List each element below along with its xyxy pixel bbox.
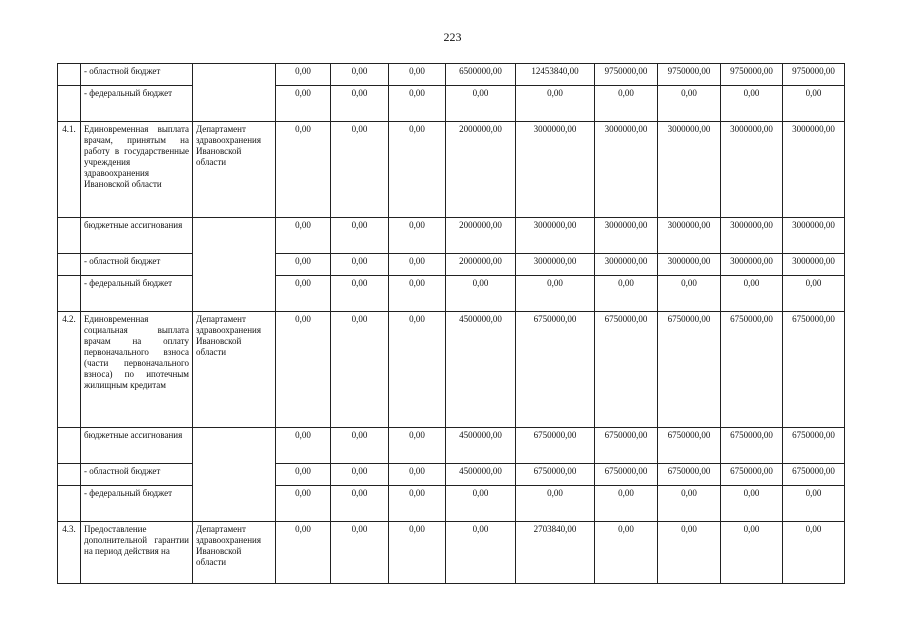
value-cell: 0,00 xyxy=(783,86,845,122)
value-cell: 0,00 xyxy=(595,86,658,122)
value-cell: 9750000,00 xyxy=(783,64,845,86)
value-cell: 3000000,00 xyxy=(516,218,595,254)
value-cell: 6750000,00 xyxy=(595,464,658,486)
row-index: 4.2. xyxy=(58,312,81,428)
table-row xyxy=(58,218,845,254)
value-cell: 0,00 xyxy=(721,276,783,312)
value-cell: 0,00 xyxy=(389,486,446,522)
value-cell: 6750000,00 xyxy=(783,464,845,486)
value-cell: 0,00 xyxy=(783,276,845,312)
value-cell: 4500000,00 xyxy=(446,312,516,428)
value-cell: 0,00 xyxy=(331,428,389,464)
budget-table xyxy=(57,63,845,584)
row-index xyxy=(58,464,81,486)
value-cell: 6750000,00 xyxy=(658,464,721,486)
value-cell: 3000000,00 xyxy=(658,122,721,218)
row-name: - федеральный бюджет xyxy=(81,486,193,522)
value-cell: 0,00 xyxy=(276,464,331,486)
row-name: бюджетные ассигнования xyxy=(81,428,193,464)
value-cell: 6750000,00 xyxy=(516,464,595,486)
value-cell: 6750000,00 xyxy=(721,428,783,464)
value-cell: 0,00 xyxy=(276,276,331,312)
row-index xyxy=(58,428,81,464)
value-cell: 0,00 xyxy=(446,486,516,522)
value-cell: 0,00 xyxy=(276,64,331,86)
value-cell: 0,00 xyxy=(331,64,389,86)
value-cell: 3000000,00 xyxy=(721,122,783,218)
row-index xyxy=(58,86,81,122)
row-index: 4.3. xyxy=(58,522,81,584)
value-cell: 0,00 xyxy=(783,486,845,522)
row-index xyxy=(58,64,81,86)
value-cell: 0,00 xyxy=(276,312,331,428)
value-cell: 0,00 xyxy=(331,464,389,486)
value-cell: 0,00 xyxy=(783,522,845,584)
value-cell: 4500000,00 xyxy=(446,464,516,486)
value-cell: 0,00 xyxy=(389,254,446,276)
value-cell: 0,00 xyxy=(516,86,595,122)
row-name: Единовременная социальная выплата врачам на оплату первоначального взноса (части первоначального взноса) по ипотечным жилищным кредитам xyxy=(81,312,193,428)
value-cell: 0,00 xyxy=(276,218,331,254)
value-cell: 6750000,00 xyxy=(721,312,783,428)
value-cell: 0,00 xyxy=(595,522,658,584)
value-cell: 0,00 xyxy=(331,276,389,312)
row-index: 4.1. xyxy=(58,122,81,218)
row-name: - областной бюджет xyxy=(81,64,193,86)
table-row xyxy=(58,254,845,276)
row-executor xyxy=(193,64,276,122)
table-row xyxy=(58,86,845,122)
value-cell: 0,00 xyxy=(389,464,446,486)
row-index xyxy=(58,254,81,276)
value-cell: 9750000,00 xyxy=(721,64,783,86)
value-cell: 0,00 xyxy=(389,218,446,254)
value-cell: 3000000,00 xyxy=(658,254,721,276)
value-cell: 0,00 xyxy=(721,86,783,122)
value-cell: 0,00 xyxy=(516,276,595,312)
row-executor xyxy=(193,428,276,522)
table-body xyxy=(58,64,845,584)
value-cell: 0,00 xyxy=(331,122,389,218)
value-cell: 0,00 xyxy=(276,428,331,464)
value-cell: 0,00 xyxy=(658,486,721,522)
value-cell: 0,00 xyxy=(276,486,331,522)
value-cell: 0,00 xyxy=(276,522,331,584)
value-cell: 0,00 xyxy=(331,312,389,428)
value-cell: 0,00 xyxy=(276,86,331,122)
row-name: Единовременная выплата врачам, принятым на работу в государственные учреждения здравоохранения Ивановской области xyxy=(81,122,193,218)
row-executor: Департамент здравоохранения Ивановской области xyxy=(193,122,276,218)
value-cell: 3000000,00 xyxy=(721,254,783,276)
row-name: - областной бюджет xyxy=(81,464,193,486)
value-cell: 2703840,00 xyxy=(516,522,595,584)
value-cell: 2000000,00 xyxy=(446,254,516,276)
table-row xyxy=(58,276,845,312)
table-row xyxy=(58,122,845,218)
value-cell: 6750000,00 xyxy=(783,428,845,464)
value-cell: 3000000,00 xyxy=(658,218,721,254)
page-number: 223 xyxy=(443,30,462,44)
value-cell: 0,00 xyxy=(331,218,389,254)
value-cell: 3000000,00 xyxy=(516,254,595,276)
value-cell: 0,00 xyxy=(331,522,389,584)
value-cell: 3000000,00 xyxy=(595,254,658,276)
value-cell: 3000000,00 xyxy=(783,254,845,276)
value-cell: 4500000,00 xyxy=(446,428,516,464)
value-cell: 3000000,00 xyxy=(595,122,658,218)
row-name: бюджетные ассигнования xyxy=(81,218,193,254)
row-index xyxy=(58,276,81,312)
value-cell: 6750000,00 xyxy=(595,428,658,464)
value-cell: 0,00 xyxy=(446,276,516,312)
value-cell: 6500000,00 xyxy=(446,64,516,86)
value-cell: 6750000,00 xyxy=(595,312,658,428)
value-cell: 3000000,00 xyxy=(721,218,783,254)
value-cell: 6750000,00 xyxy=(516,312,595,428)
row-index xyxy=(58,218,81,254)
row-index xyxy=(58,486,81,522)
value-cell: 0,00 xyxy=(595,486,658,522)
value-cell: 6750000,00 xyxy=(658,428,721,464)
value-cell: 0,00 xyxy=(721,486,783,522)
value-cell: 6750000,00 xyxy=(783,312,845,428)
value-cell: 2000000,00 xyxy=(446,122,516,218)
table-row xyxy=(58,312,845,428)
value-cell: 0,00 xyxy=(516,486,595,522)
value-cell: 0,00 xyxy=(389,122,446,218)
value-cell: 0,00 xyxy=(389,428,446,464)
value-cell: 3000000,00 xyxy=(783,218,845,254)
value-cell: 3000000,00 xyxy=(783,122,845,218)
row-name: Предоставление дополнительной гарантии на период действия на xyxy=(81,522,193,584)
value-cell: 0,00 xyxy=(331,254,389,276)
value-cell: 0,00 xyxy=(658,276,721,312)
table-row xyxy=(58,464,845,486)
value-cell: 6750000,00 xyxy=(721,464,783,486)
value-cell: 0,00 xyxy=(389,522,446,584)
row-name: - федеральный бюджет xyxy=(81,276,193,312)
value-cell: 0,00 xyxy=(331,86,389,122)
value-cell: 9750000,00 xyxy=(595,64,658,86)
row-executor xyxy=(193,218,276,312)
value-cell: 0,00 xyxy=(389,86,446,122)
row-executor: Департамент здравоохранения Ивановской области xyxy=(193,312,276,428)
value-cell: 3000000,00 xyxy=(595,218,658,254)
value-cell: 0,00 xyxy=(276,122,331,218)
value-cell: 0,00 xyxy=(721,522,783,584)
value-cell: 0,00 xyxy=(389,64,446,86)
row-name: - федеральный бюджет xyxy=(81,86,193,122)
value-cell: 2000000,00 xyxy=(446,218,516,254)
value-cell: 0,00 xyxy=(331,486,389,522)
value-cell: 9750000,00 xyxy=(658,64,721,86)
value-cell: 0,00 xyxy=(595,276,658,312)
value-cell: 12453840,00 xyxy=(516,64,595,86)
value-cell: 0,00 xyxy=(446,522,516,584)
value-cell: 0,00 xyxy=(389,276,446,312)
value-cell: 0,00 xyxy=(446,86,516,122)
table-row xyxy=(58,428,845,464)
row-name: - областной бюджет xyxy=(81,254,193,276)
value-cell: 6750000,00 xyxy=(658,312,721,428)
value-cell: 0,00 xyxy=(389,312,446,428)
row-executor: Департамент здравоохранения Ивановской области xyxy=(193,522,276,584)
value-cell: 3000000,00 xyxy=(516,122,595,218)
value-cell: 0,00 xyxy=(658,522,721,584)
table-row xyxy=(58,486,845,522)
value-cell: 0,00 xyxy=(658,86,721,122)
table-row xyxy=(58,64,845,86)
value-cell: 6750000,00 xyxy=(516,428,595,464)
table-row xyxy=(58,522,845,584)
value-cell: 0,00 xyxy=(276,254,331,276)
